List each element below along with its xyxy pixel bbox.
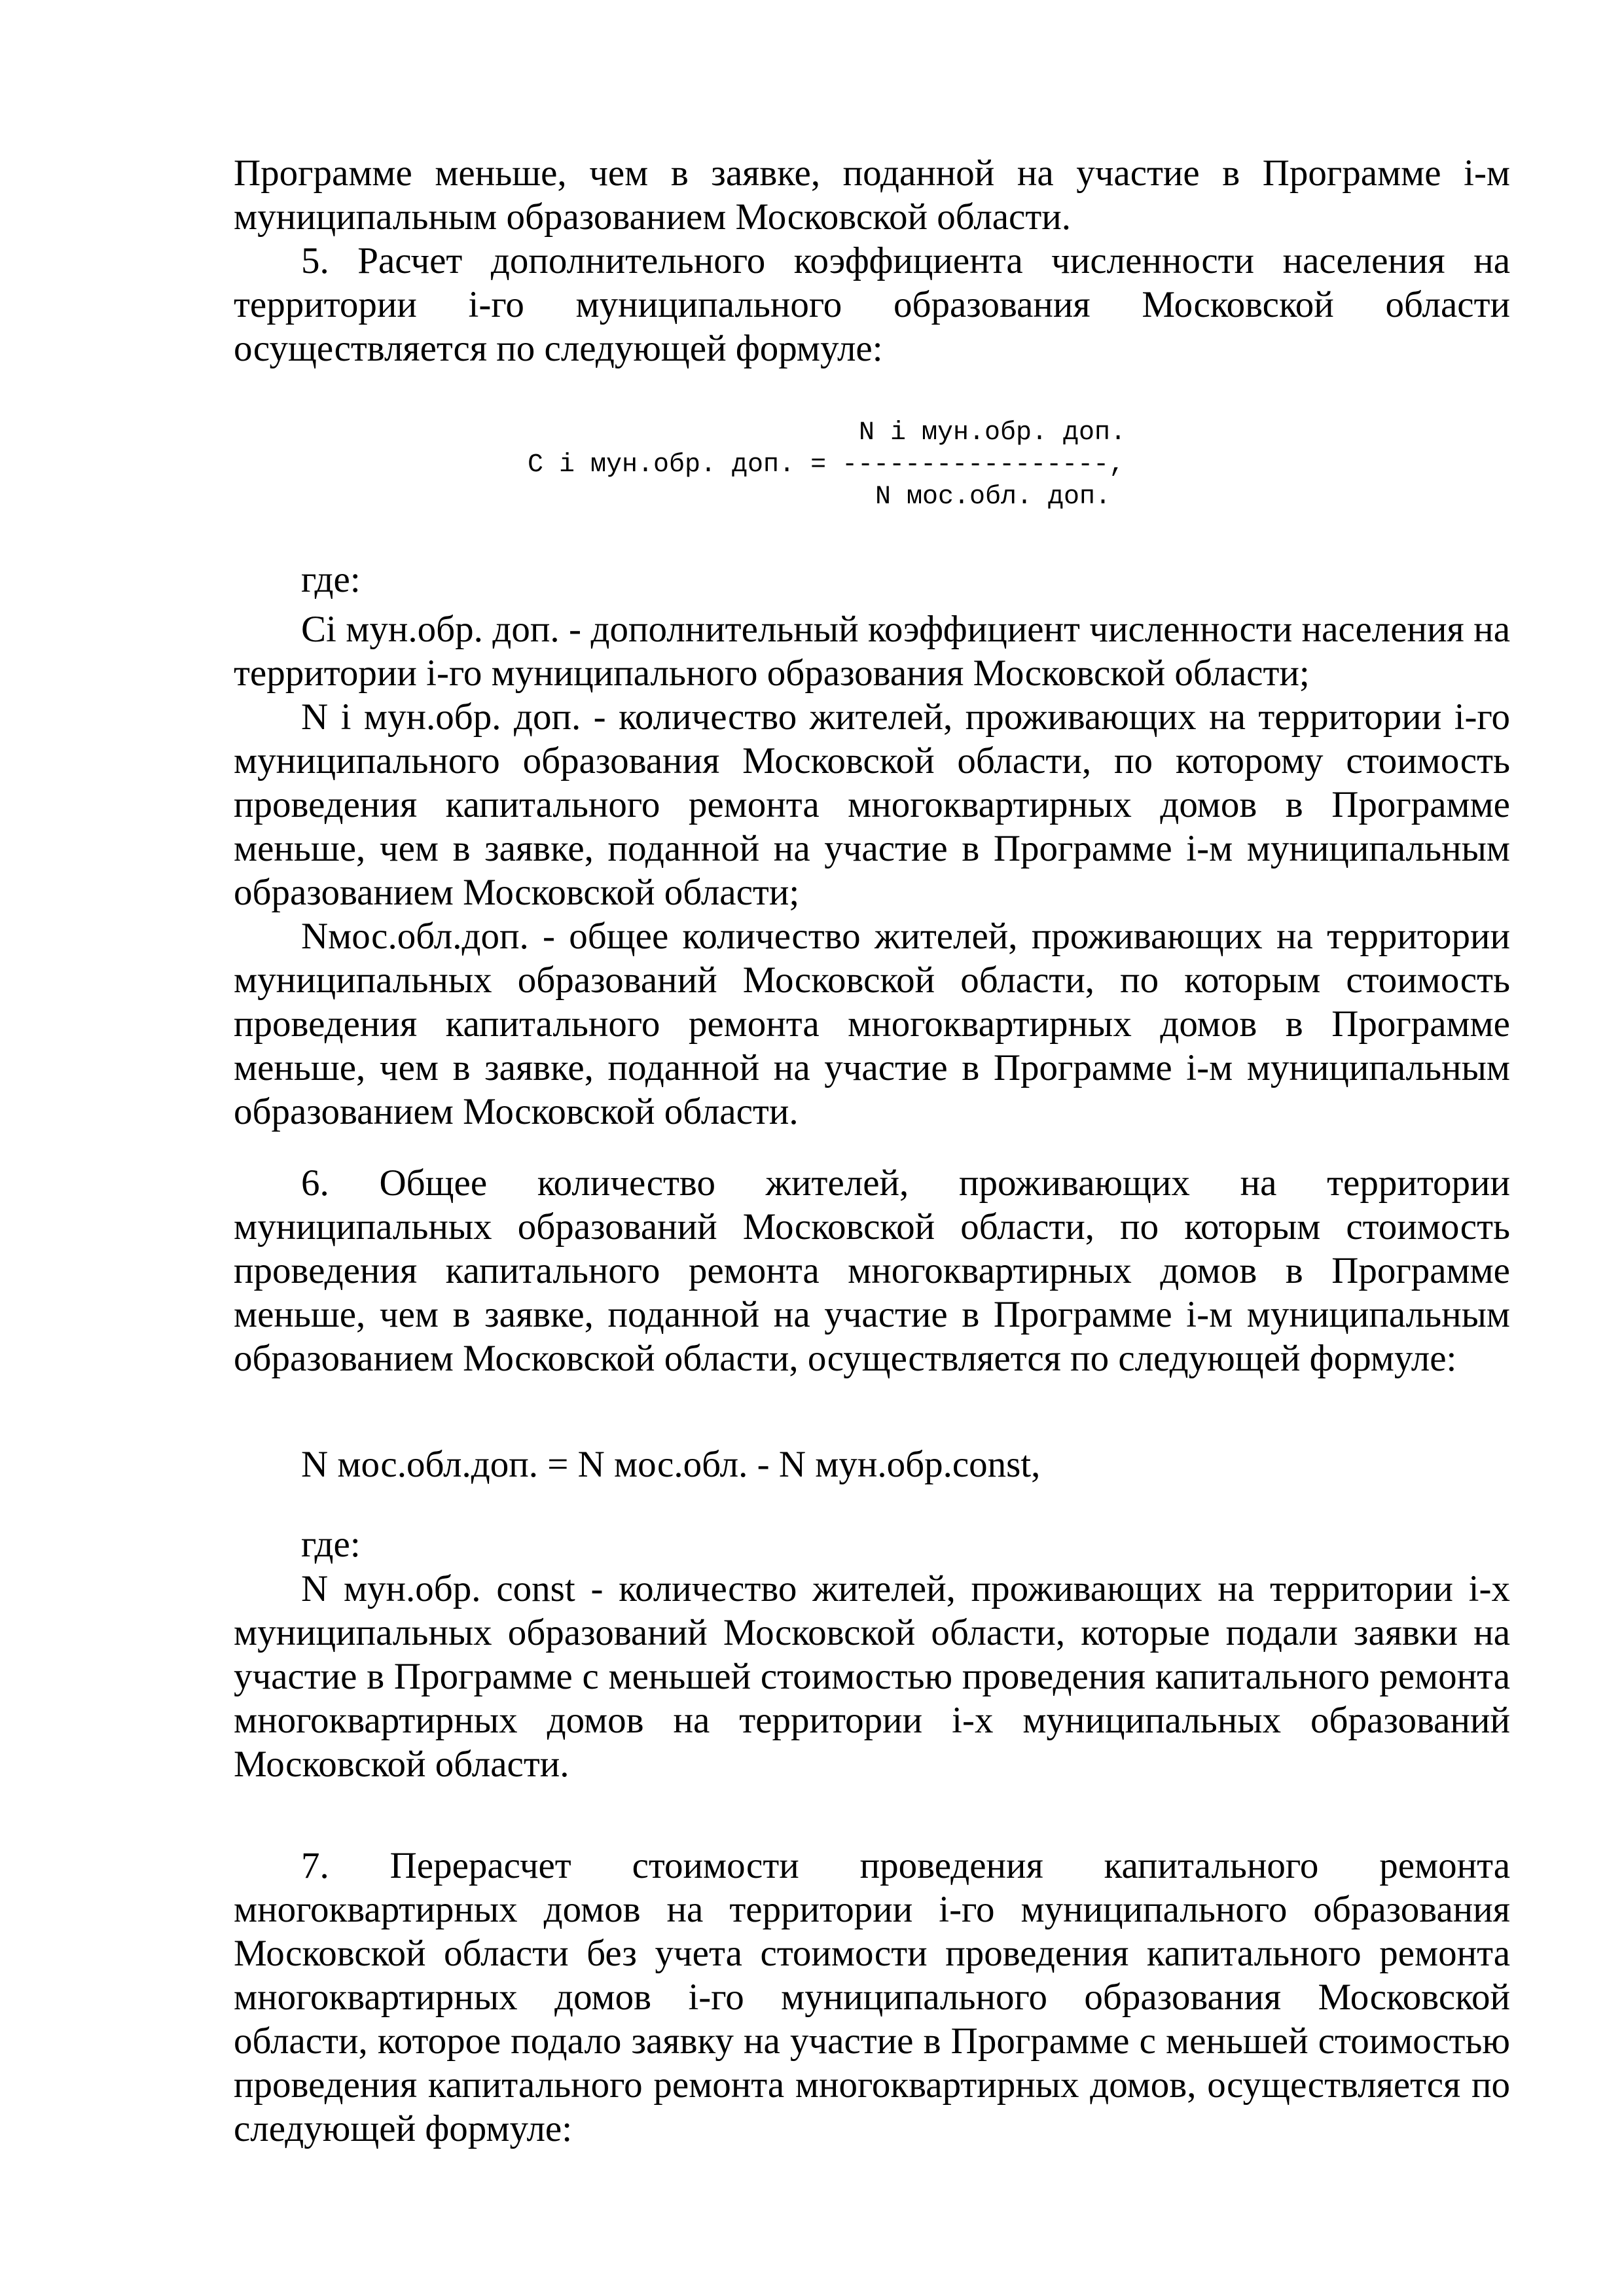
paragraph-intro: Программе меньше, чем в заявке, поданной на участие в Программе i-м муниципальным образованием Московской области. (234, 152, 1510, 238)
formula-2: N мос.обл.доп. = N мос.обл. - N мун.обр.const, (301, 1444, 1041, 1485)
text-block-paragraph-7 (234, 1844, 1510, 2151)
text-block-paragraph-6 (234, 1161, 1510, 1380)
where-label-2: где: (301, 1524, 361, 1565)
where-label-1: где: (301, 559, 361, 600)
text-block-definitions-2 (234, 1567, 1510, 1786)
text-block-definitions-1 (234, 607, 1510, 1134)
definition-n-municipal: N i мун.обр. доп. - количество жителей, проживающих на территории i-го муниципального образования Московской области, по которому стоимость проведения капитального ремонта многоквартирных домов в Программе меньше, чем в заявке, поданной на участие в Программе i-м муниципальным образованием Московской области; (234, 696, 1510, 913)
definition-n-region: Nмос.обл.доп. - общее количество жителей, проживающих на территории муниципальных образований Московской области, по которым стоимость проведения капитального ремонта многоквартирных домов в Программе меньше, чем в заявке, поданной на участие в Программе i-м муниципальным образованием Московской области. (234, 916, 1510, 1132)
text-block-intro (234, 151, 1510, 370)
formula-1-numerator: N i мун.обр. доп. (859, 418, 1127, 448)
formula-1-denominator: N мос.обл. доп. (875, 482, 1111, 512)
paragraph-5: 5. Расчет дополнительного коэффициента численности населения на территории i-го муниципального образования Московской области осуществляется по следующей формуле: (234, 240, 1510, 369)
definition-c-coefficient: Сi мун.обр. доп. - дополнительный коэффициент численности населения на территории i-го муниципального образования Московской области; (234, 609, 1510, 694)
formula-1-lhs: С i мун.обр. доп. = -----------------, (528, 450, 1125, 480)
definition-n-const: N мун.обр. const - количество жителей, проживающих на территории i-х муниципальных образований Московской области, которые подали заявки на участие в Программе с меньшей стоимостью проведения капитального ремонта многоквартирных домов на территории i-х муниципальных образований Московской области. (234, 1568, 1510, 1785)
paragraph-6: 6. Общее количество жителей, проживающих на территории муниципальных образований Московской области, по которым стоимость проведения капитального ремонта многоквартирных домов в Программе меньше, чем в заявке, поданной на участие в Программе i-м муниципальным образованием Московской области, осуществляется по следующей формуле: (234, 1162, 1510, 1379)
paragraph-7: 7. Перерасчет стоимости проведения капитального ремонта многоквартирных домов на территории i-го муниципального образования Московской области без учета стоимости проведения капитального ремонта многоквартирных домов i-го муниципального образования Московской области, которое подало заявку на участие в Программе с меньшей стоимостью проведения капитального ремонта многоквартирных домов, осуществляется по следующей формуле: (234, 1845, 1510, 2149)
